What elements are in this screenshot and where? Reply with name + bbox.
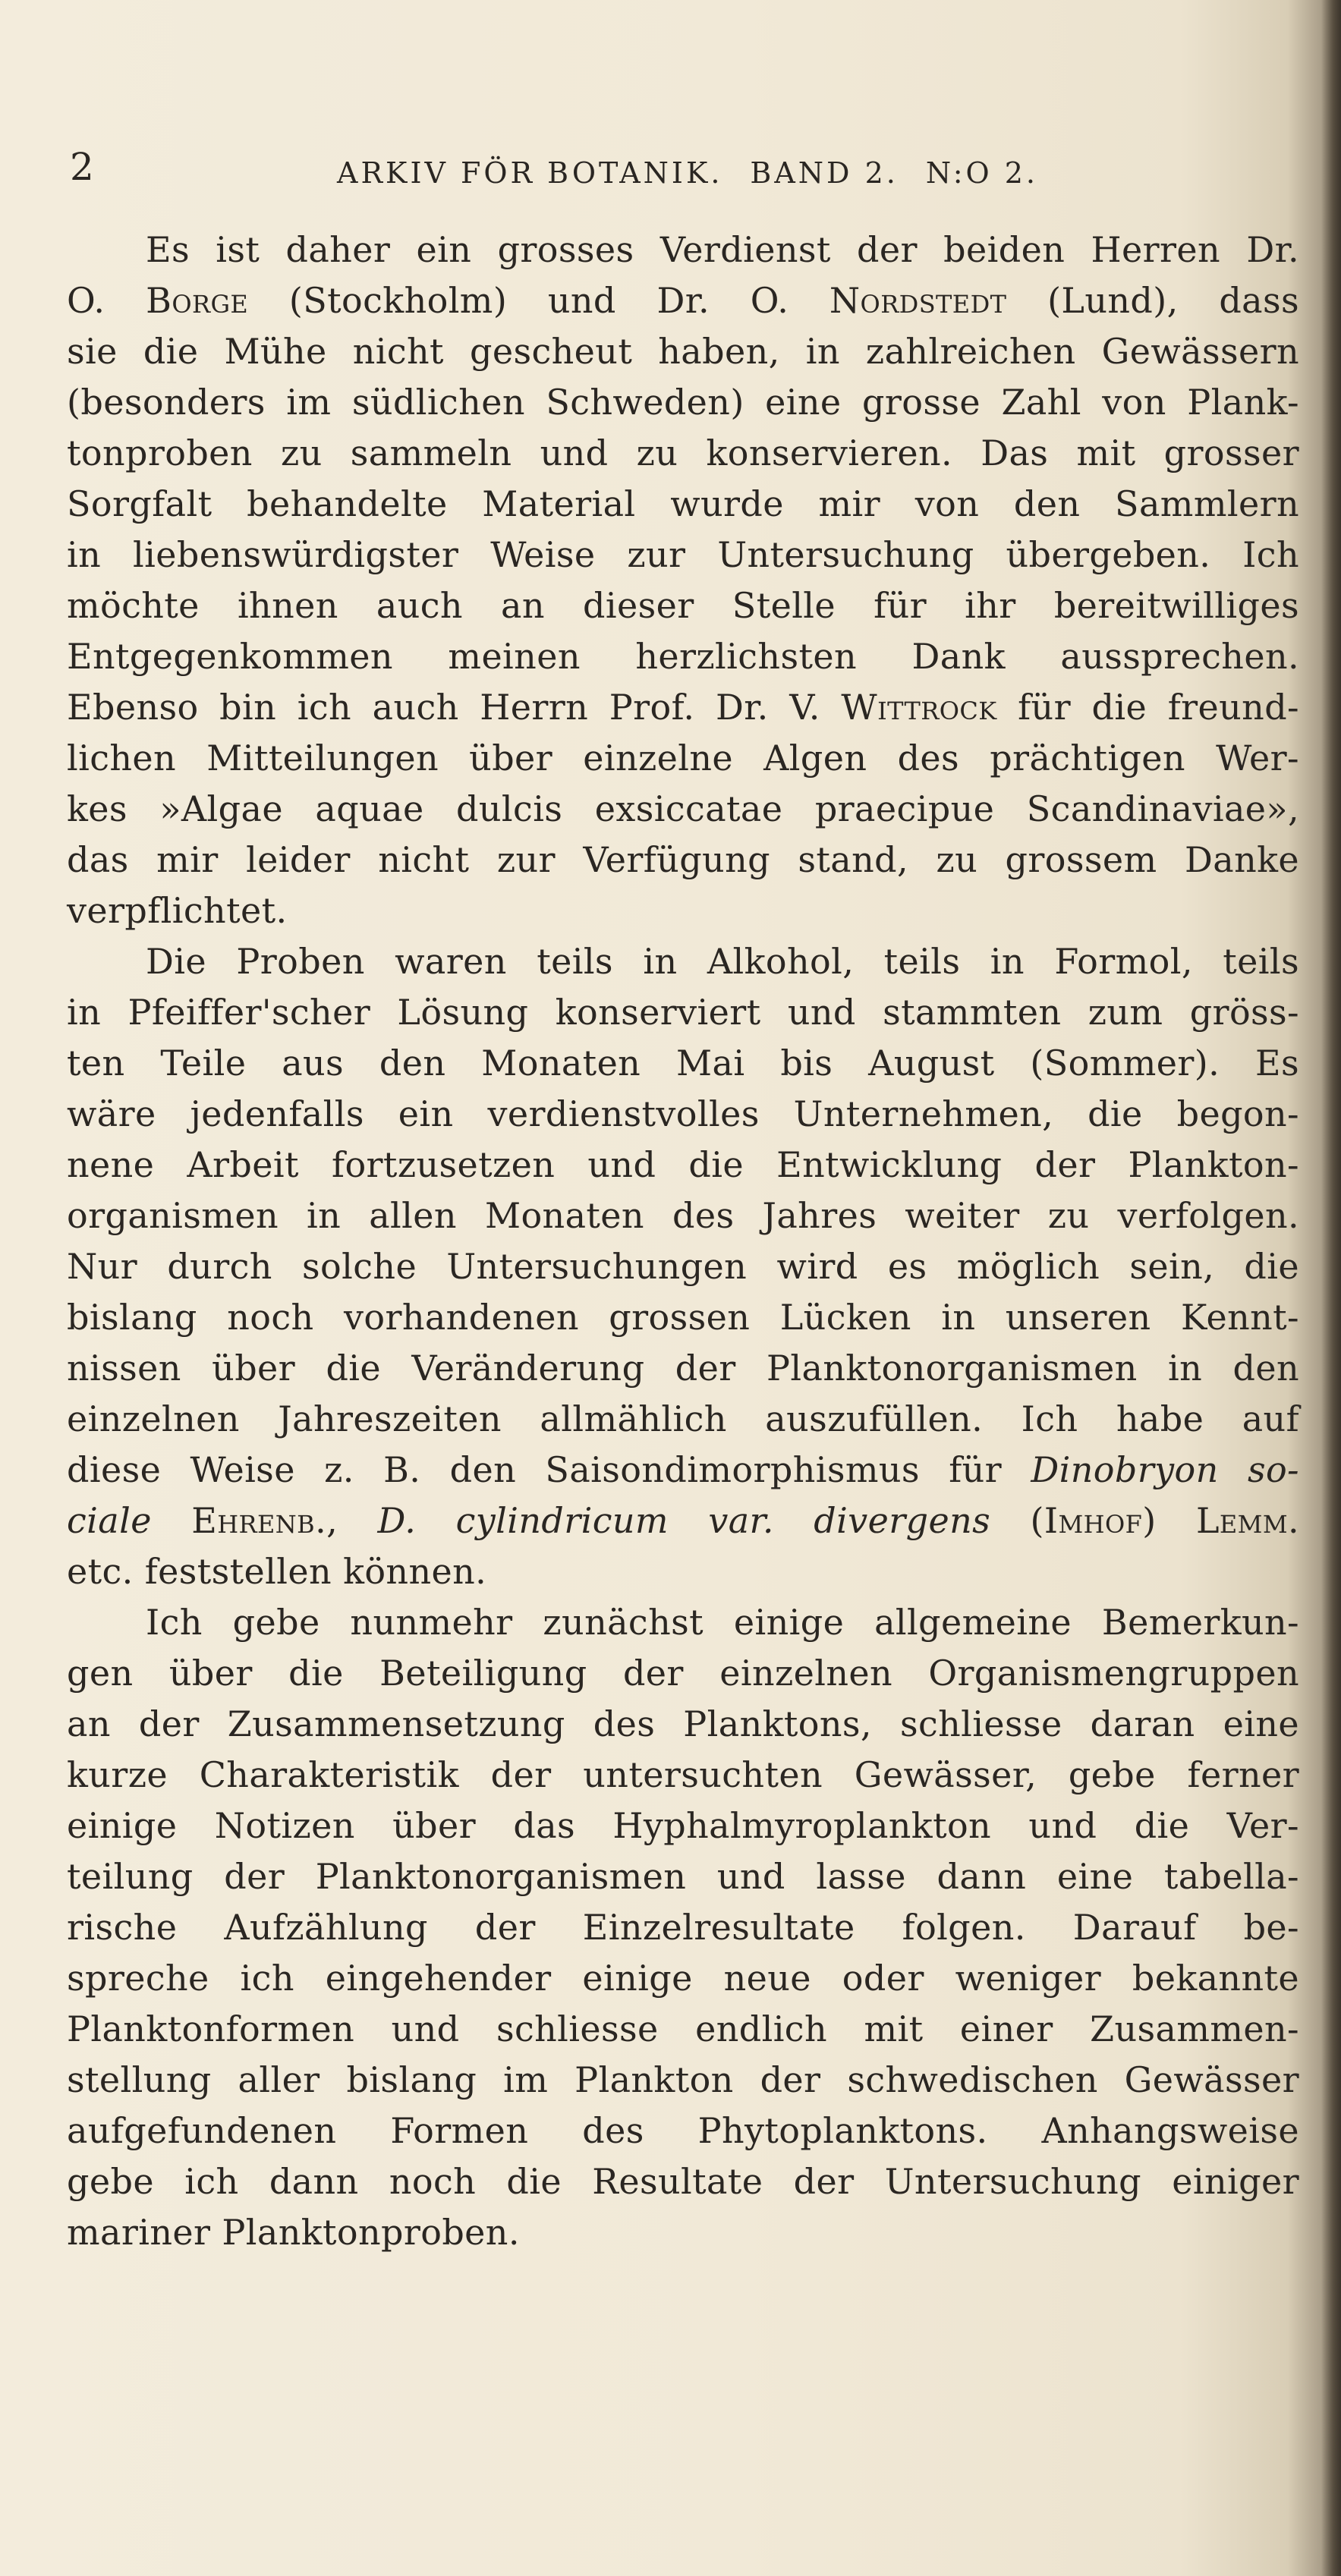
text-run: mariner Planktonproben. xyxy=(67,2212,520,2253)
text-line xyxy=(67,580,1299,631)
taxon-name: Dinobryon so- xyxy=(1031,1449,1300,1490)
text-line xyxy=(67,1801,1299,1851)
text-line xyxy=(67,1648,1299,1699)
text-run: gebe ich dann noch die Resultate der Untersuchung einiger xyxy=(67,2161,1299,2202)
text-line xyxy=(67,1038,1299,1089)
text-run: Sorgfalt behandelte Material wurde mir von den Sammlern xyxy=(67,483,1299,524)
author-name: Borge xyxy=(146,280,249,321)
text-run: teilung der Planktonorganismen und lasse dann eine tabella- xyxy=(67,1856,1299,1897)
text-run: das mir leider nicht zur Verfügung stand, zu grossem Danke xyxy=(67,839,1299,880)
author-name: Lemm. xyxy=(1195,1500,1300,1541)
text-line xyxy=(67,733,1299,784)
text-line xyxy=(67,377,1299,428)
text-line xyxy=(67,1496,1299,1546)
text-line xyxy=(67,1241,1299,1292)
text-line xyxy=(67,1343,1299,1394)
taxon-name: ciale xyxy=(67,1500,152,1541)
text-run: tonproben zu sammeln und zu konservieren. Das mit grosser xyxy=(67,432,1299,473)
text-line xyxy=(67,1140,1299,1190)
text-line xyxy=(67,275,1299,326)
text-line xyxy=(67,1750,1299,1801)
journal-title: ARKIV FÖR BOTANIK. xyxy=(337,156,723,190)
text-run: (Stockholm) und Dr. O. xyxy=(248,280,829,321)
binding-edge-shadow xyxy=(1321,0,1341,2576)
text-run: an der Zusammensetzung des Planktons, schliesse daran eine xyxy=(67,1703,1299,1744)
text-run: aufgefundenen Formen des Phytoplanktons. Anhangsweise xyxy=(67,2110,1299,2151)
text-run: rische Aufzählung der Einzelresultate folgen. Darauf be- xyxy=(67,1907,1299,1948)
text-line xyxy=(67,2106,1299,2156)
text-run: ( xyxy=(990,1500,1044,1541)
text-run: Ebenso bin ich auch Herrn Prof. Dr. V. xyxy=(67,687,842,728)
text-line xyxy=(67,2004,1299,2055)
paragraph xyxy=(67,225,1299,936)
text-run: diese Weise z. B. den Saisondimorphismus für xyxy=(67,1449,1031,1490)
text-run: bislang noch vorhandenen grossen Lücken in unseren Kennt- xyxy=(67,1297,1299,1338)
text-line xyxy=(67,1190,1299,1241)
text-run: kes »Algae aquae dulcis exsiccatae praecipue Scandinaviae», xyxy=(67,788,1299,829)
text-run: einige Notizen über das Hyphalmyroplankton und die Ver- xyxy=(67,1805,1299,1846)
author-name: Nordstedt xyxy=(829,280,1007,321)
text-run xyxy=(152,1500,191,1541)
text-run: wäre jedenfalls ein verdienstvolles Unternehmen, die begon- xyxy=(67,1093,1299,1134)
volume-label: BAND 2. xyxy=(750,156,899,190)
page-number: 2 xyxy=(70,145,94,189)
taxon-name: D. cylindricum var. divergens xyxy=(377,1500,991,1541)
text-run: nissen über die Veränderung der Planktonorganismen in den xyxy=(67,1348,1299,1389)
author-name: Imhof xyxy=(1044,1500,1143,1541)
text-run: in liebenswürdigster Weise zur Untersuchung übergeben. Ich xyxy=(67,534,1299,575)
text-line xyxy=(67,1394,1299,1445)
text-run: für die freund- xyxy=(996,687,1299,728)
text-run: stellung aller bislang im Plankton der schwedischen Gewässer xyxy=(67,2059,1299,2100)
text-run: kurze Charakteristik der untersuchten Gewässer, gebe ferner xyxy=(67,1754,1299,1795)
text-line xyxy=(67,1546,1299,1597)
text-line xyxy=(67,682,1299,733)
text-line xyxy=(67,1953,1299,2004)
text-run: Es ist daher ein grosses Verdienst der beiden Herren Dr. xyxy=(146,229,1299,270)
text-line xyxy=(67,784,1299,835)
running-title xyxy=(337,143,1038,203)
text-run: spreche ich eingehender einige neue oder weniger bekannte xyxy=(67,1958,1299,1999)
text-line xyxy=(67,987,1299,1038)
text-run: verpflichtet. xyxy=(67,890,288,931)
author-name: Ehrenb. xyxy=(191,1500,327,1541)
text-run: gen über die Beteiligung der einzelnen Organismengruppen xyxy=(67,1653,1299,1694)
text-line xyxy=(67,530,1299,580)
text-run: Ich gebe nunmehr zunächst einige allgemeine Bemerkun- xyxy=(146,1602,1299,1643)
text-line xyxy=(67,1851,1299,1902)
text-line xyxy=(67,1445,1299,1496)
text-run: Planktonformen und schliesse endlich mit einer Zusammen- xyxy=(67,2008,1299,2049)
text-run: möchte ihnen auch an dieser Stelle für ihr bereitwilliges xyxy=(67,585,1299,626)
paragraph xyxy=(67,936,1299,1597)
text-run: , xyxy=(326,1500,378,1541)
text-line xyxy=(67,2055,1299,2106)
text-run: O. xyxy=(67,280,146,321)
text-run: etc. feststellen können. xyxy=(67,1551,487,1592)
text-run: (Lund), dass xyxy=(1006,280,1299,321)
text-line xyxy=(67,2207,1299,2258)
text-line xyxy=(67,1902,1299,1953)
text-run: ) xyxy=(1142,1500,1196,1541)
text-run: sie die Mühe nicht gescheut haben, in zahlreichen Gewässern xyxy=(67,331,1299,372)
text-run: ten Teile aus den Monaten Mai bis August (Sommer). Es xyxy=(67,1043,1299,1084)
text-line xyxy=(67,1699,1299,1750)
text-line xyxy=(67,1597,1299,1648)
text-run: lichen Mitteilungen über einzelne Algen des prächtigen Wer- xyxy=(67,738,1299,778)
text-run: Entgegenkommen meinen herzlichsten Dank aussprechen. xyxy=(67,636,1299,677)
running-header xyxy=(70,137,1299,197)
text-run: einzelnen Jahreszeiten allmählich auszufüllen. Ich habe auf xyxy=(67,1398,1299,1439)
text-run: organismen in allen Monaten des Jahres weiter zu verfolgen. xyxy=(67,1195,1299,1236)
text-line xyxy=(67,936,1299,987)
text-run: (besonders im südlichen Schweden) eine grosse Zahl von Plank- xyxy=(67,382,1299,423)
text-run: Nur durch solche Untersuchungen wird es möglich sein, die xyxy=(67,1246,1299,1287)
body-text xyxy=(67,225,1299,2258)
author-name: Wittrock xyxy=(841,687,997,728)
text-line xyxy=(67,2156,1299,2207)
text-line xyxy=(67,631,1299,682)
text-run: in Pfeiffer'scher Lösung konserviert und stammten zum gröss- xyxy=(67,992,1299,1033)
text-line xyxy=(67,479,1299,530)
text-line xyxy=(67,225,1299,275)
text-line xyxy=(67,428,1299,479)
text-line xyxy=(67,326,1299,377)
text-run: nene Arbeit fortzusetzen und die Entwicklung der Plankton- xyxy=(67,1144,1299,1185)
text-line xyxy=(67,885,1299,936)
text-line xyxy=(67,1089,1299,1140)
paragraph xyxy=(67,1597,1299,2258)
issue-number: N:O 2. xyxy=(925,156,1039,190)
text-line xyxy=(67,835,1299,885)
text-line xyxy=(67,1292,1299,1343)
text-run: Die Proben waren teils in Alkohol, teils in Formol, teils xyxy=(146,941,1299,982)
